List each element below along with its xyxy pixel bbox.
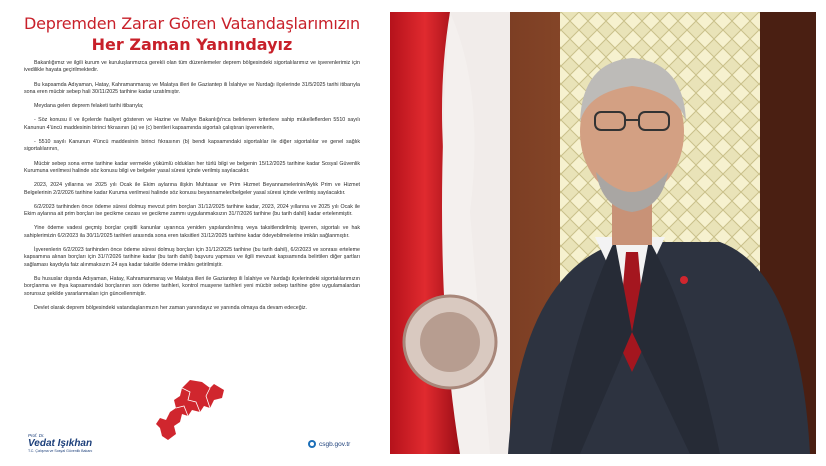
signature-institution: T.C. Çalışma ve Sosyal Güvenlik Bakanı — [28, 449, 93, 453]
signature-block — [28, 433, 148, 453]
paragraph: Yine ödeme vadesi geçmiş borçlar çeşitli kanunlar uyarınca yeniden yapılandırılmış veya taksitlendirilmiş işveren, sigortalı ve hak sahiplerimizin 6/2/2023 ila 30/11/2025 tarihleri arasında sona eren taksitleri 31/12/2025 tarihine kadar ödeyebilmelerine imkân sağlanmıştır. — [24, 225, 360, 239]
minister-portrait-photo — [390, 12, 816, 454]
signature-prefix: Prof. Dr. — [28, 433, 45, 438]
announcement-document — [0, 0, 384, 466]
document-body — [24, 60, 360, 319]
paragraph: 6/2/2023 tarihinden önce ödeme süresi dolmuş mevcut prim borçları 31/12/2025 tarihine kadar, 2023, 2024 yıllarına ve 2025 yılı Ocak ile Ekim aylarına ait prim borçları ise gecikme cezası ve gecikme zammı uygulanmaksızın 31/7/2026 tarihine (bu tarih dahil) kadar ertelenmiştir. — [24, 203, 360, 218]
paragraph: Devlet olarak deprem bölgesindeki vatandaşlarımızın her zaman yanındayız ve yanında olmaya da devam edeceğiz. — [34, 304, 307, 311]
document-title-line1: Depremden Zarar Gören Vatandaşlarımızın — [23, 14, 360, 33]
paragraph: - Söz konusu il ve ilçelerde faaliyet gösteren ve Hazine ve Maliye Bakanlığı'nca belirlenen kriterlere sahip mükelleflerden 5510 sayılı Kanunun 4'üncü maddesinin birinci fıkrasının (a) ve (c) bentleri kapsamında sigortalı çalıştıran işverenlerin, — [24, 117, 360, 131]
paragraph: Bakanlığımız ve ilgili kurum ve kuruluşlarımızca gerekli olan tüm düzenlemeler deprem bölgesindeki sigortalılarımız ve işverenlerimiz için ivedilikle hayata geçirilmektedir. — [24, 60, 360, 74]
paragraph: Bu hususlar dışında Adıyaman, Hatay, Kahramanmaraş ve Malatya illeri ile Gaziantep ili İslahiye ve Nurdağı ilçelerindeki sigortalılarımızın borçlanma ve ihya kapsamındaki borçlarının son ödeme tarihleri, kontrol muayene tarihleri yeni mücbir sebep tarihine göre uygulamalardan sorunsuz şekilde yararlanmaları için güncellenmiştir. — [24, 275, 360, 297]
paragraph: - 5510 sayılı Kanunun 4'üncü maddesinin birinci fıkrasının (b) bendi kapsamındaki sigortalılar ile diğer sigortalılar ve genel sağlık sigortalılarının, — [24, 139, 360, 153]
ministry-logo-icon — [308, 440, 316, 448]
paragraph: Mücbir sebep sona erme tarihine kadar vermekle yükümlü oldukları her türlü bilgi ve belgenin 15/12/2025 tarihine kadar Sosyal Güvenlik Kurumuna verilmesi halinde söz konusu bilgi ve belgeler yasal süresi içinde verilmiş sayılacaktır. — [24, 160, 360, 174]
document-title-line2: Her Zaman Yanındayız — [91, 35, 293, 54]
paragraph: İşverenlerin 6/2/2023 tarihinden önce ödeme süresi dolmuş borçları için 31/12/2025 tarihine (bu tarih dahil), 6/2/2023 ve sonrası erteleme kapsamına alınan borçları için 31/7/2026 tarihine kadar (bu tarih dahil) başvuru yapması ve ilgili mevzuat kapsamında belirtilen diğer şartları sağlaması kaydıyla faiz alınmaksızın 24 aya kadar taksitle ödeme imkânı getirilmiştir. — [24, 247, 360, 268]
ministry-logo — [308, 440, 350, 448]
paragraph: Bu kapsamda Adıyaman, Hatay, Kahramanmaraş ve Malatya illeri ile Gaziantep ili İslahiye ve Nurdağı ilçelerinde 31/5/2025 tarihi itibarıyla sona eren mücbir sebep hali 30/11/2025 tarihine kadar uzatılmıştır. — [24, 81, 360, 95]
earthquake-region-map-icon — [152, 378, 228, 442]
signature-name: Vedat Işıkhan — [28, 438, 93, 449]
logo-website: csgb.gov.tr — [319, 440, 351, 448]
paragraph: 2023, 2024 yıllarına ve 2025 yılı Ocak ile Ekim aylarına ilişkin Muhtasar ve Prim Hizmet Beyannamelerinin/Aylık Prim ve Hizmet Belgelerinin 2/2/2026 tarihine kadar Kuruma verilmesi halinde söz konusu beyannameler/belgeler yasal süresi içinde verilmiş sayılacaktır. — [24, 182, 360, 196]
paragraph: Meydana gelen deprem felaketi tarihi itibarıyla; — [34, 103, 144, 110]
